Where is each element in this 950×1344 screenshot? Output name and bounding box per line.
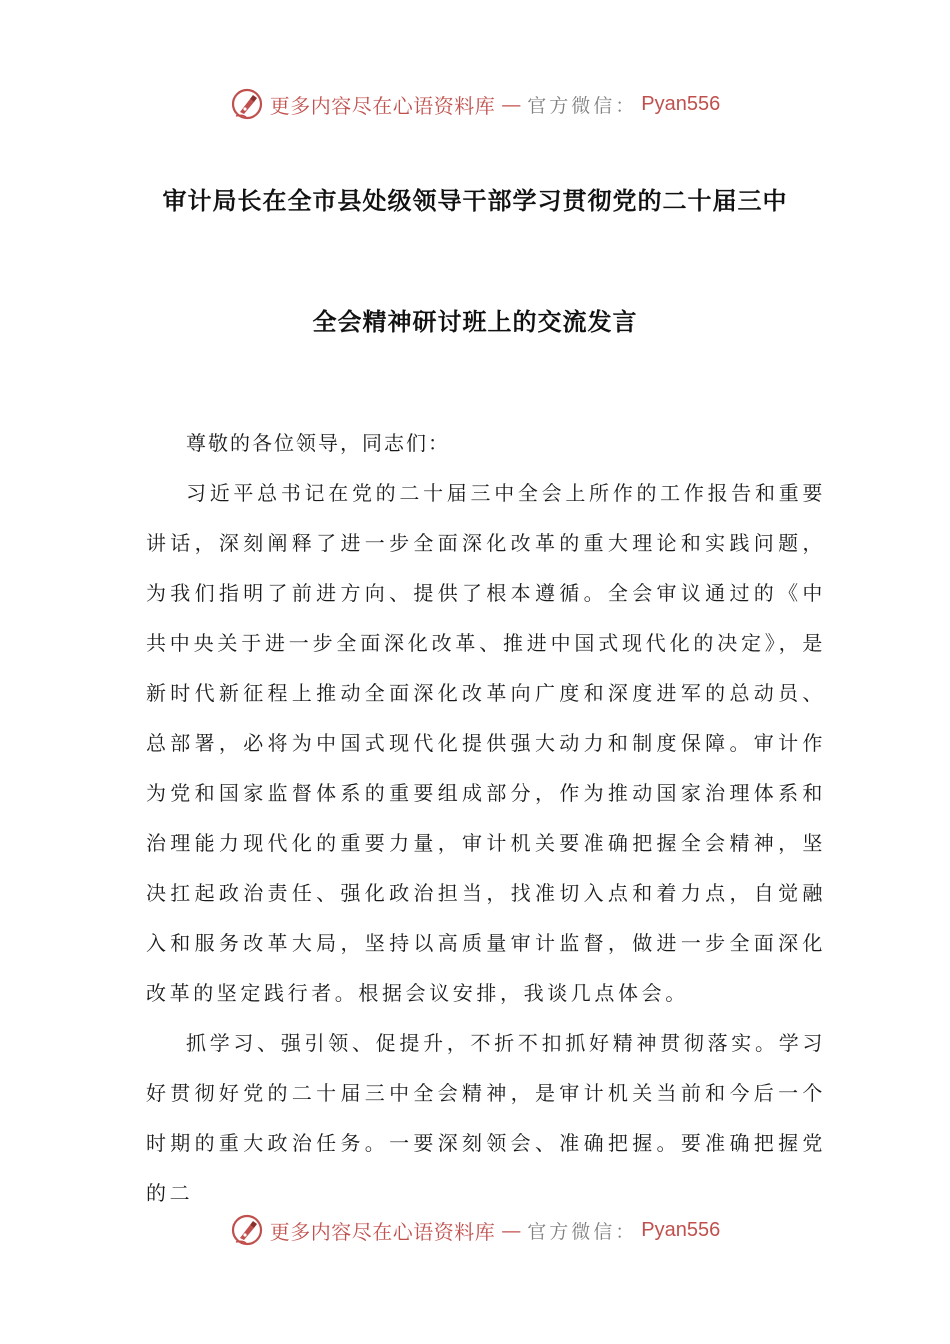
watermark-banner-top <box>0 84 950 124</box>
pen-nib-circle-icon <box>230 87 264 121</box>
document-title-line1: 审计局长在全市县处级领导干部学习贯彻党的二十届三中 <box>162 187 788 215</box>
watermark-wechat-id: Pyan556 <box>641 92 721 115</box>
salutation: 尊敬的各位领导，同志们： <box>186 431 450 455</box>
document-title-line2: 全会精神研讨班上的交流发言 <box>312 308 638 336</box>
watermark-promo-text: 更多内容尽在心语资料库 <box>269 1219 496 1244</box>
watermark-dash: — <box>501 1218 522 1242</box>
watermark-promo-text: 更多内容尽在心语资料库 <box>269 93 496 118</box>
pen-nib-circle-icon <box>230 1213 264 1247</box>
watermark-banner-bottom <box>0 1210 950 1250</box>
watermark-wechat-id: Pyan556 <box>641 1218 721 1241</box>
watermark-dash: — <box>501 92 522 116</box>
watermark-wechat-label: 官方微信： <box>527 1220 638 1243</box>
watermark-wechat-label: 官方微信： <box>527 94 638 117</box>
document-body <box>146 418 826 1218</box>
body-paragraph-2: 抓学习、强引领、促提升，不折不扣抓好精神贯彻落实。学习好贯彻好党的二十届三中全会精神，是审计机关当前和今后一个时期的重大政治任务。一要深刻领会、准确把握。要准确把握党的二 <box>146 1031 826 1205</box>
body-paragraph-1: 习近平总书记在党的二十届三中全会上所作的工作报告和重要讲话，深刻阐释了进一步全面深化改革的重大理论和实践问题，为我们指明了前进方向、提供了根本遵循。全会审议通过的《中共中央关于进一步全面深化改革、推进中国式现代化的决定》，是新时代新征程上推动全面深化改革向广度和深度进军的总动员、总部署，必将为中国式现代化提供强大动力和制度保障。审计作为党和国家监督体系的重要组成部分，作为推动国家治理体系和治理能力现代化的重要力量，审计机关要准确把握全会精神，坚决扛起政治责任、强化政治担当，找准切入点和着力点，自觉融入和服务改革大局，坚持以高质量审计监督，做进一步全面深化改革的坚定践行者。根据会议安排，我谈几点体会。 <box>146 481 826 1005</box>
